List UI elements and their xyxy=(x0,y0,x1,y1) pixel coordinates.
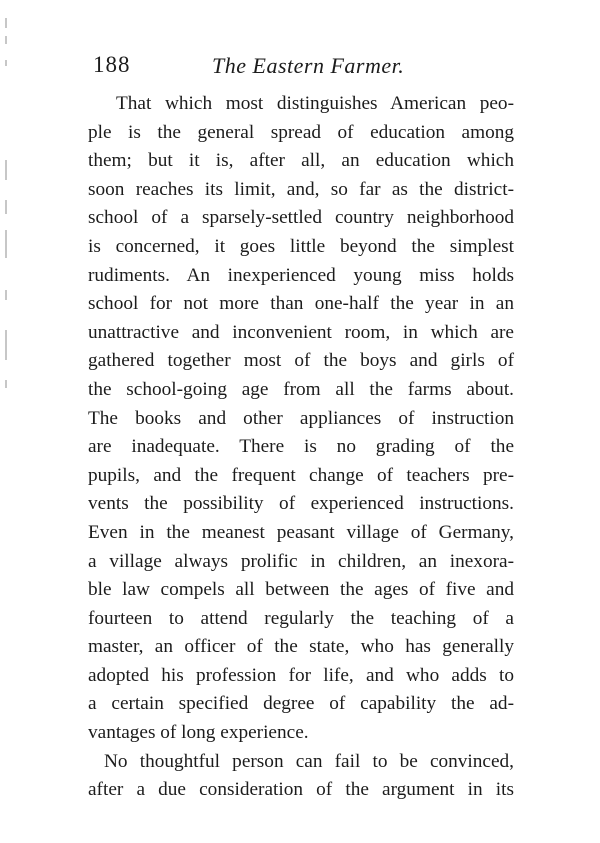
text-line: vantages of long experience. xyxy=(88,722,309,744)
text-line: ble law compels all between the ages of five and xyxy=(88,579,514,601)
text-line: ple is the general spread of education among xyxy=(88,121,514,143)
text-line: after a due consideration of the argument in its xyxy=(88,779,514,801)
text-line: unattractive and inconvenient room, in which are xyxy=(88,321,514,343)
page-number: 188 xyxy=(93,52,131,77)
text-line: That which most distinguishes American peo- xyxy=(116,93,514,114)
running-title: The Eastern Farmer. xyxy=(212,53,405,78)
text-line: rudiments. An inexperienced young miss holds xyxy=(88,264,514,286)
text-line: the school-going age from all the farms about. xyxy=(88,378,514,400)
text-line: adopted his profession for life, and who adds to xyxy=(88,664,514,686)
text-line: soon reaches its limit, and, so far as the district- xyxy=(88,178,514,200)
text-line: No thoughtful person can fail to be convinced, xyxy=(104,750,514,772)
text-line: gathered together most of the boys and girls of xyxy=(88,350,514,372)
text-line: them; but it is, after all, an education which xyxy=(88,150,514,172)
text-line: a certain specified degree of capability the ad- xyxy=(88,693,514,715)
body-text xyxy=(88,90,514,805)
text-line: a village always prolific in children, an inexora- xyxy=(88,550,514,572)
text-line: fourteen to attend regularly the teaching of a xyxy=(88,607,514,629)
text-line: pupils, and the frequent change of teachers pre- xyxy=(88,464,514,486)
scan-margin-marks xyxy=(2,0,10,843)
text-line: school for not more than one-half the year in an xyxy=(88,293,514,315)
text-line: are inadequate. There is no grading of the xyxy=(88,436,514,458)
text-line: The books and other appliances of instruction xyxy=(88,407,514,429)
text-line: Even in the meanest peasant village of Germany, xyxy=(88,521,514,543)
text-line: master, an officer of the state, who has generally xyxy=(88,636,514,658)
text-line: is concerned, it goes little beyond the simplest xyxy=(88,235,514,257)
text-line: vents the possibility of experienced instructions. xyxy=(88,493,514,515)
text-line: school of a sparsely-settled country neighborhood xyxy=(88,207,514,229)
